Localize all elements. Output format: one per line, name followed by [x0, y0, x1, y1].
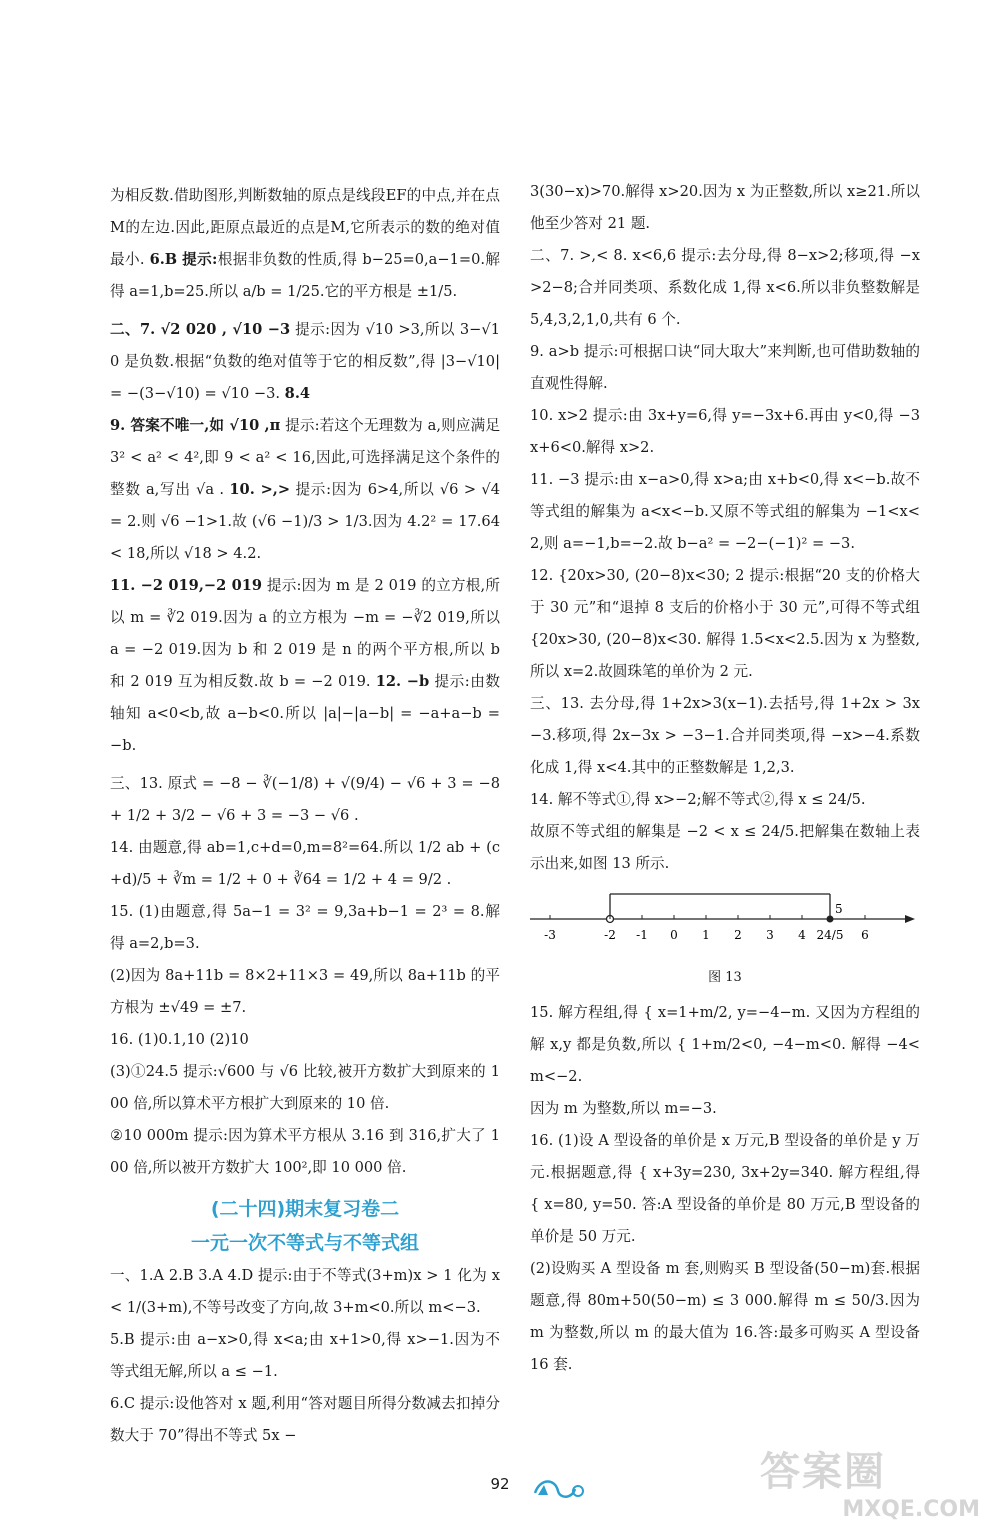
tick-label: 3: [766, 928, 774, 942]
answer-label: 8.4: [284, 385, 311, 402]
s6: 6.C 提示:设他答对 x 题,利用“答对题目所得分数减去扣掉分数大于 70”得出不等式 5x −: [110, 1395, 500, 1444]
r14b: 故原不等式组的解集是 −2 < x ≤ 24/5.把解集在数轴上表示出来,如图 13 所示.: [530, 823, 920, 872]
r7: 二、7. >,< 8. x<6,6 提示:去分母,得 8−x>2;移项,得 −x>2−8;合并同类项、系数化成 1,得 x<6.所以非负整数解是 5,4,3,2,1,0,共有 6 个.: [530, 247, 920, 328]
r9: 9. a>b 提示:可根据口诀“同大取大”来判断,也可借助数轴的直观性得解.: [530, 343, 920, 392]
number-line-figure: [530, 884, 920, 956]
decorative-swirl-icon: [530, 1473, 590, 1503]
tick-label: -2: [604, 928, 616, 942]
tick-label: 1: [702, 928, 710, 942]
answer-label: 10. >,>: [229, 481, 291, 498]
r13: 三、13. 去分母,得 1+2x>3(x−1).去括号,得 1+2x > 3x−3.移项,得 2x−3x > −3−1.合并同类项,得 −x>−4.系数化成 1,得 x<4.其中的正整数解是 1,2,3.: [530, 695, 920, 776]
r11: 11. −3 提示:由 x−a>0,得 x>a;由 x+b<0,得 x<−b.故不等式组的解集为 a<x<−b.又原不等式组的解集为 −1<x<2,则 a=−1,b=−2.故 b−a² = −2−(−1)² = −3.: [530, 471, 920, 552]
q9: [110, 410, 500, 570]
answer-label: 9. 答案不唯一,如 √10 ,π: [110, 417, 281, 434]
q15-part1: 15. (1)由题意,得 5a−1 = 3² = 9,3a+b−1 = 2³ = 8.解得 a=2,b=3.: [110, 903, 500, 952]
s1: 一、1.A 2.B 3.A 4.D 提示:由于不等式(3+m)x > 1 化为 x < 1/(3+m),不等号改变了方向,故 3+m<0.所以 m<−3.: [110, 1267, 500, 1316]
number-line-svg: [530, 884, 920, 956]
left-column: [110, 180, 500, 1452]
hint-text: 提示:因为 √10 >3,所以 3−√10 是负数.根据“负数的绝对值等于它的相反数”,得 |3−√10| = −(3−√10) = √10 −3.: [110, 321, 500, 402]
hint-text: 提示:因为 m 是 2 019 的立方根,所以 m = ∛2 019.因为 a 的立方根为 −m = −∛2 019,所以 a = −2 019.因为 b 和 2 019 是 n 的两个平方根,所以 b 和 2 019 互为相反数.故 b = −2 019.: [110, 577, 500, 690]
label-5: 5: [835, 902, 843, 916]
r16b: (2)设购买 A 型设备 m 套,则购买 B 型设备(50−m)套.根据题意,得 80m+50(50−m) ≤ 3 000.解得 m ≤ 50/3.因为 m 为整数,所以 m 的最大值为 16.答:最多可购买 A 型设备 16 套.: [530, 1260, 920, 1373]
answer-label: 6.B: [149, 251, 178, 268]
q13: 三、13. 原式 = −8 − ∛(−1/8) + √(9/4) − √6 + 3 = −8 + 1/2 + 3/2 − √6 + 3 = −3 − √6 .: [110, 775, 500, 824]
r10: 10. x>2 提示:由 3x+y=6,得 y=−3x+6.再由 y<0,得 −3x+6<0.解得 x>2.: [530, 407, 920, 456]
watermark-url: MXQE.COM: [842, 1497, 980, 1522]
r14: 14. 解不等式①,得 x>−2;解不等式②,得 x ≤ 24/5.: [530, 791, 866, 808]
r1: 3(30−x)>70.解得 x>20.因为 x 为正整数,所以 x≥21.所以他至少答对 21 题.: [530, 183, 920, 232]
paragraph: [110, 180, 500, 308]
q16-part2: (3)①24.5 提示:√600 与 √6 比较,被开方数扩大到原来的 100 倍,所以算术平方根扩大到原来的 10 倍.: [110, 1063, 500, 1112]
right-column: [530, 176, 920, 1381]
watermark: [760, 1440, 980, 1520]
q16-part1: 16. (1)0.1,10 (2)10: [110, 1031, 249, 1048]
q7: [110, 314, 500, 410]
tick-label: -1: [636, 928, 648, 942]
answer-label: 二、7. √2 020 , √10 −3: [110, 321, 291, 338]
r12: 12. {20x>30, (20−8)x<30; 2 提示:根据“20 支的价格大于 30 元”和“退掉 8 支后的价格小于 30 元”,可得不等式组 {20x>30, (20−8)x<30. 解得 1.5<x<2.5.因为 x 为整数,所以 x=2.故圆珠笔的单价为 2 元.: [530, 567, 920, 680]
q14: 14. 由题意,得 ab=1,c+d=0,m=8²=64.所以 1/2 ab + (c+d)/5 + ∛m = 1/2 + 0 + ∛64 = 1/2 + 4 = 9/2 .: [110, 839, 500, 888]
hint-text: 提示:若这个无理数为 a,则应满足 3² < a² < 4²,即 9 < a² < 16,因此,可选择满足这个条件的整数 a,写出 √a .: [110, 417, 500, 498]
q11: [110, 570, 500, 762]
r15: 15. 解方程组,得 { x=1+m/2, y=−4−m. 又因为方程组的解 x,y 都是负数,所以 { 1+m/2<0, −4−m<0. 解得 −4<m<−2.: [530, 1004, 920, 1085]
section-subtitle: 一元一次不等式与不等式组: [190, 1232, 419, 1254]
tick-label: 6: [861, 928, 869, 942]
tick-label: 24/5: [816, 928, 844, 942]
r15b: 因为 m 为整数,所以 m=−3.: [530, 1100, 717, 1117]
q15-part2: (2)因为 8a+11b = 8×2+11×3 = 49,所以 8a+11b 的平方根为 ±√49 = ±7.: [110, 967, 500, 1016]
text: 为相反数.借助图形,判断数轴的原点是线段EF的中点,并在点M的左边.因此,距原点最近的点是M,它所表示的数的绝对值最小.: [110, 187, 500, 268]
section-title: (二十四)期末复习卷二: [210, 1198, 400, 1220]
answer-label: 12. −b: [375, 673, 430, 690]
hint-label: 提示:: [182, 251, 218, 268]
hint-text: 提示:由数轴知 a<0<b,故 a−b<0.所以 |a|−|a−b| = −a+a−b = −b.: [110, 673, 501, 754]
s5: 5.B 提示:由 a−x>0,得 x<a;由 x+1>0,得 x>−1.因为不等式组无解,所以 a ≤ −1.: [110, 1331, 500, 1380]
page-number: 92: [490, 1475, 510, 1493]
q16-part3: ②10 000m 提示:因为算术平方根从 3.16 到 316,扩大了 100 倍,所以被开方数扩大 100²,即 10 000 倍.: [110, 1127, 500, 1176]
answer-label: 11. −2 019,−2 019: [110, 577, 263, 594]
figure-caption: 图 13: [708, 970, 742, 985]
watermark-title: 答案圈: [760, 1449, 886, 1495]
tick-label: 2: [734, 928, 742, 942]
tick-label: 4: [798, 928, 806, 942]
tick-label: 0: [670, 928, 678, 942]
tick-label: -3: [544, 928, 556, 942]
r16: 16. (1)设 A 型设备的单价是 x 万元,B 型设备的单价是 y 万元.根据题意,得 { x+3y=230, 3x+2y=340. 解方程组,得 { x=80, y=50. 答:A 型设备的单价是 80 万元,B 型设备的单价是 50 万元.: [530, 1132, 920, 1245]
hint-text: 提示:因为 6>4,所以 √6 > √4 = 2.则 √6 −1>1.故 (√6 −1)/3 > 1/3.因为 4.2² = 17.64 < 18,所以 √18 > 4.2.: [110, 481, 500, 562]
axis-arrow: [905, 915, 915, 923]
hint-text: 根据非负数的性质,得 b−25=0,a−1=0.解得 a=1,b=25.所以 a/b = 1/25.它的平方根是 ±1/5.: [110, 251, 501, 300]
